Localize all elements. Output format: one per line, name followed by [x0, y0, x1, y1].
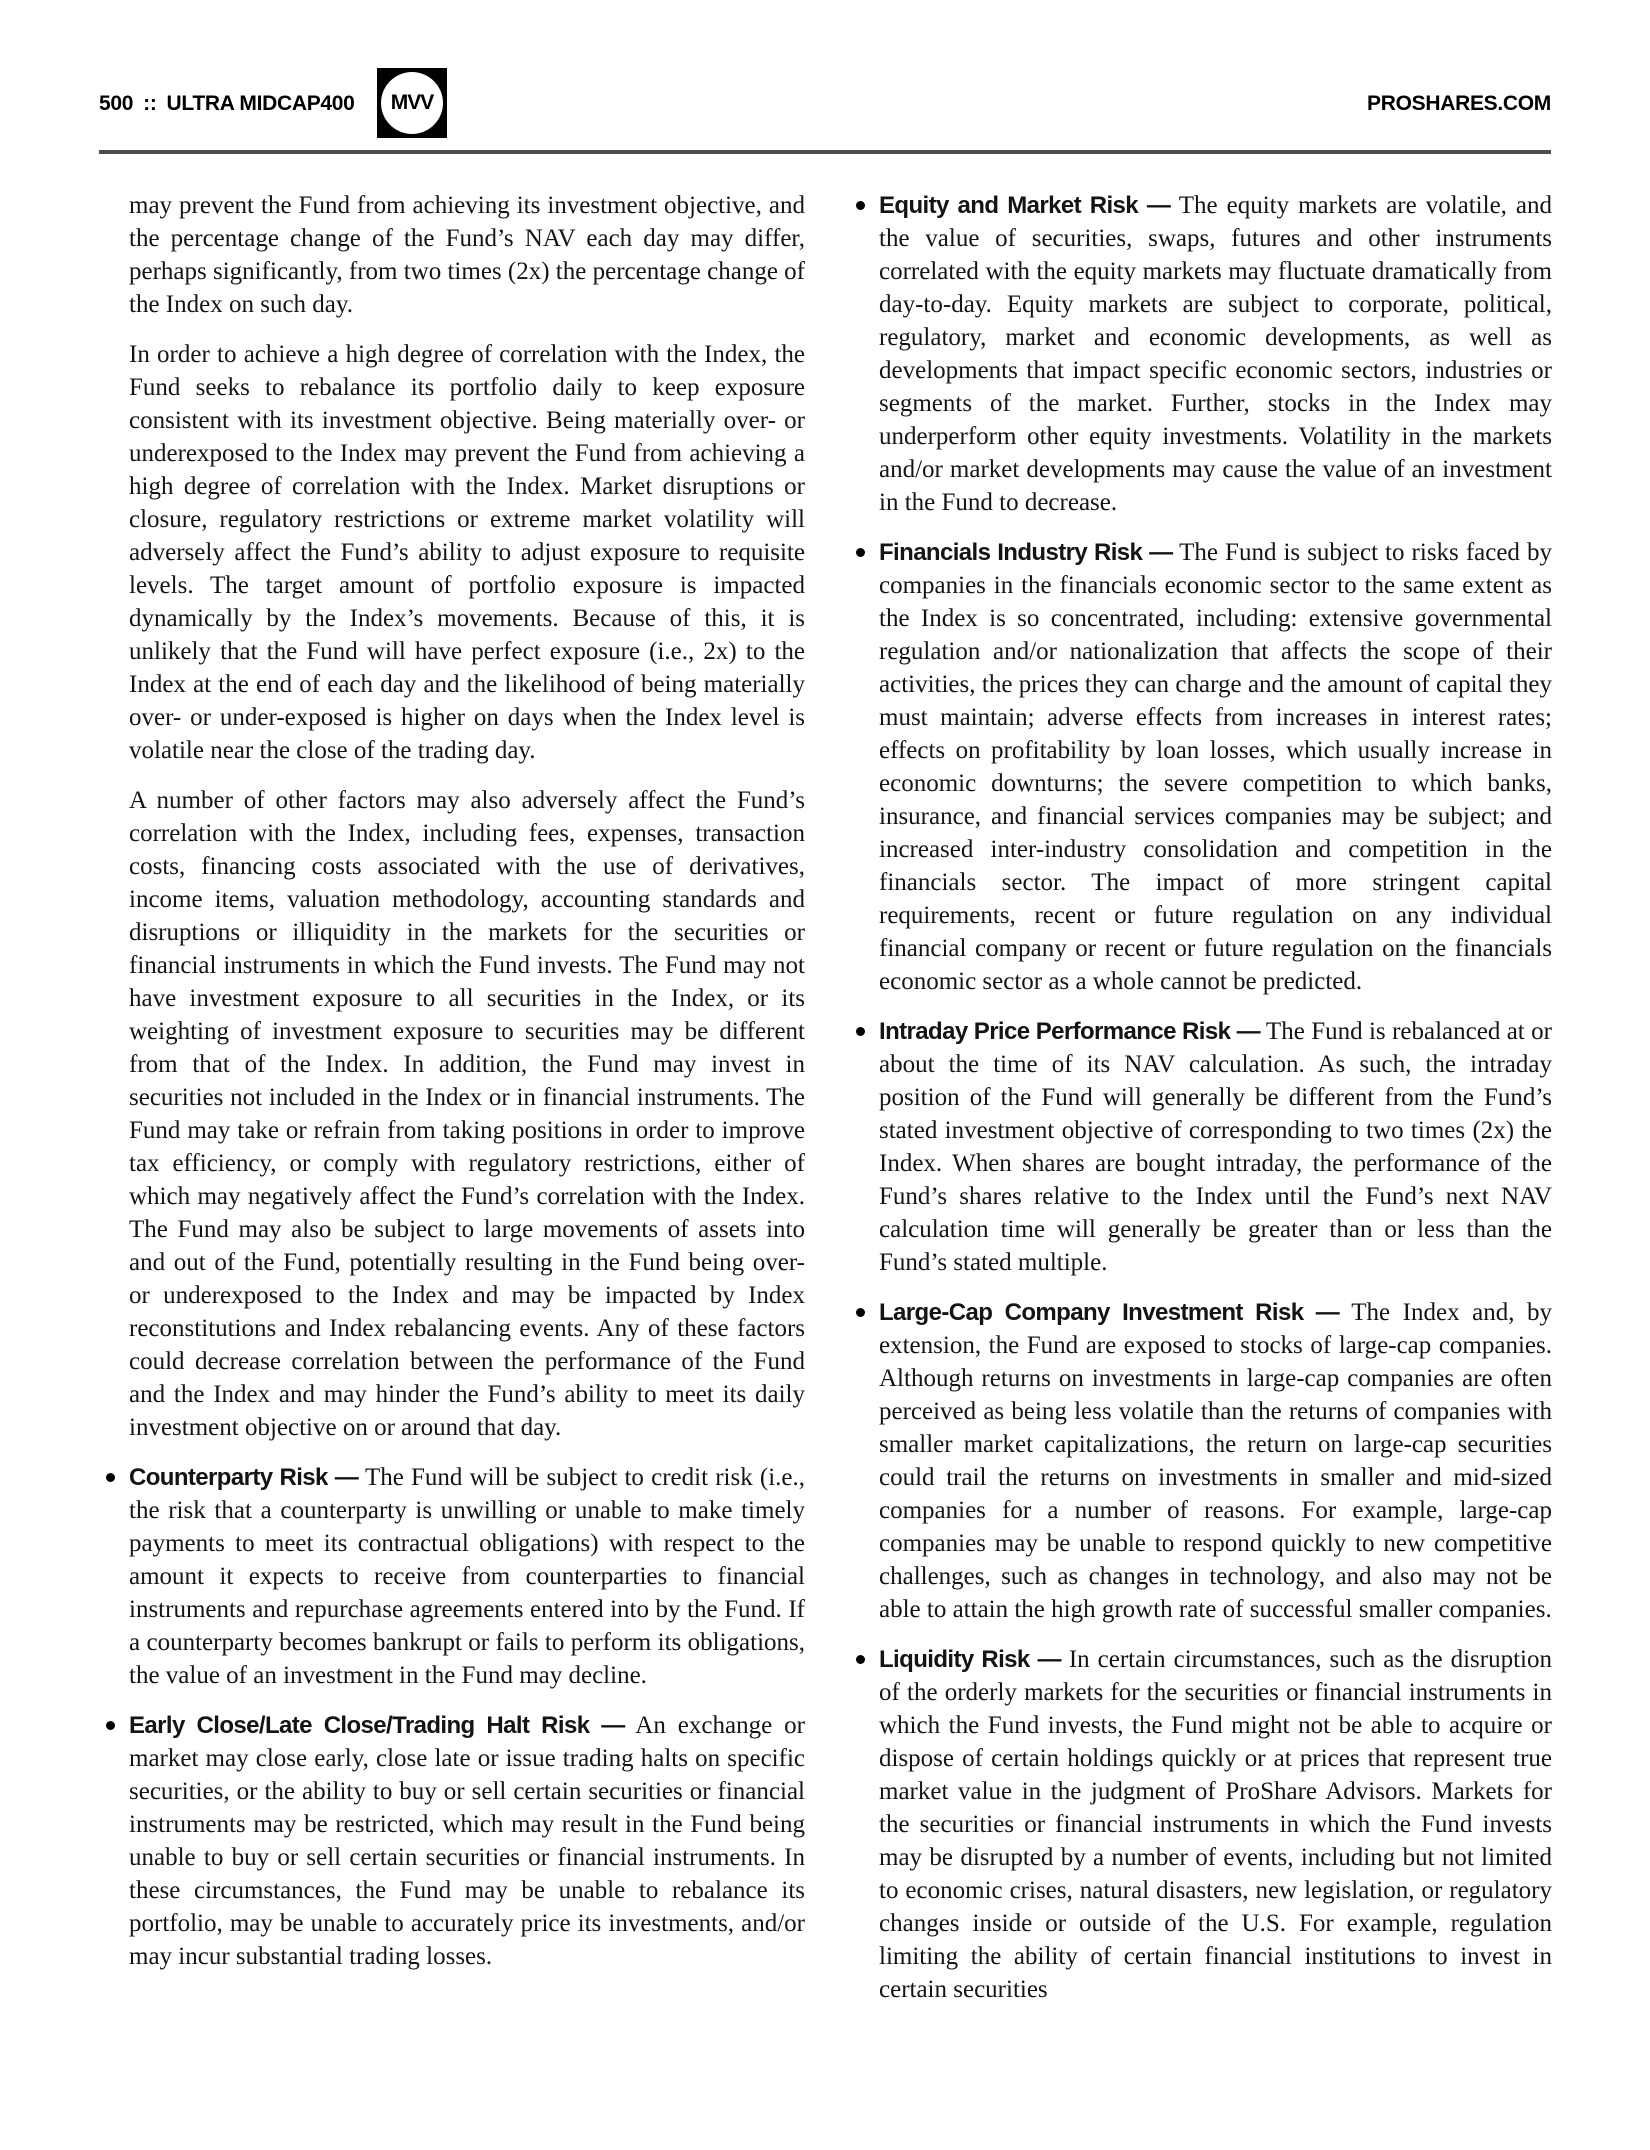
risk-body: An exchange or market may close early, close late or issue trading halts on specific securities, or the ability to buy or sell certain securities or financial instruments may be restricted, which may result in the Fund being unable to buy or sell certain securities or financial instruments. In these circumstances, the Fund may be unable to rebalance its portfolio, may be unable to accurately price its investments, and/or may incur substantial trading losses.	[129, 1712, 806, 1970]
risk-heading: Large-Cap Company Investment Risk —	[879, 1299, 1340, 1326]
fund-ticker-logo	[377, 68, 447, 138]
risk-bullet-counterparty	[129, 1461, 805, 1692]
risk-bullet-financials-industry	[879, 536, 1552, 998]
page-number: 500	[99, 92, 134, 115]
risk-body: The Fund will be subject to credit risk (i.e., the risk that a counterparty is unwilling or unable to make timely payments to meet its contractual obligations) with respect to the amount it expects to receive from counterparties to financial instruments and repurchase agreements entered into by the Fund. If a counterparty becomes bankrupt or fails to perform its obligations, the value of an investment in the Fund may decline.	[129, 1464, 806, 1689]
risk-bullet-liquidity	[879, 1643, 1552, 2006]
body-paragraph: A number of other factors may also adversely affect the Fund’s correlation with the Index, including fees, expenses, transaction costs, financing costs associated with the use of derivatives, income items, valuation methodology, accounting standards and disruptions or illiquidity in the markets for the securities or financial instruments in which the Fund invests. The Fund may not have investment exposure to all securities in the Index, or its weighting of investment exposure to securities may be different from that of the Index. In addition, the Fund may invest in securities not included in the Index or in financial instruments. The Fund may take or refrain from taking positions in order to improve tax efficiency, or comply with regulatory restrictions, either of which may negatively affect the Fund’s correlation with the Index. The Fund may also be subject to large movements of assets into and out of the Fund, potentially resulting in the Fund being over- or underexposed to the Index and may be impacted by Index reconstitutions and Index rebalancing events. Any of these factors could decrease correlation between the performance of the Fund and the Index and may hinder the Fund’s ability to meet its daily investment objective on or around that day.	[129, 787, 805, 1441]
logo-circle	[381, 72, 443, 134]
bullet-icon	[106, 1721, 115, 1730]
bullet-icon	[856, 1027, 865, 1036]
risk-heading: Counterparty Risk —	[129, 1464, 359, 1491]
fund-name: ULTRA MIDCAP400	[166, 92, 355, 115]
bullet-icon	[856, 1308, 865, 1317]
page-header-left	[99, 92, 355, 116]
body-columns	[129, 189, 1552, 2006]
risk-heading: Liquidity Risk —	[879, 1646, 1061, 1673]
ticker-label: MVV	[390, 91, 434, 114]
bullet-icon	[106, 1473, 115, 1482]
bullet-icon	[856, 548, 865, 557]
header-divider	[99, 150, 1551, 154]
risk-bullet-intraday-price	[879, 1015, 1552, 1279]
risk-body: The Index and, by extension, the Fund are exposed to stocks of large-cap companies. Although returns on investments in large-cap companies are often perceived as being less volatile than the returns of companies with smaller market capitalizations, the return on large-cap securities could trail the returns on investments in smaller and mid-sized companies for a number of reasons. For example, large-cap companies may be unable to respond quickly to new competitive challenges, such as changes in technology, and also may not be able to attain the high growth rate of successful smaller companies.	[879, 1299, 1552, 1623]
risk-body: The Fund is subject to risks faced by companies in the financials economic sector to the same extent as the Index is so concentrated, including: extensive governmental regulation and/or nationalization that affects the scope of their activities, the prices they can charge and the amount of capital they must maintain; adverse effects from increases in interest rates; effects on profitability by loan losses, which usually increase in economic downturns; the severe competition to which banks, insurance, and financial services companies may be subject; and increased inter-industry consolidation and competition in the financials sector. The impact of more stringent capital requirements, recent or future regulation on any individual financial company or recent or future regulation on the financials economic sector as a whole cannot be predicted.	[879, 539, 1552, 995]
risk-bullet-large-cap	[879, 1296, 1552, 1626]
risk-heading: Intraday Price Performance Risk —	[879, 1018, 1260, 1045]
risk-body: The equity markets are volatile, and the value of securities, swaps, futures and other instruments correlated with the equity markets may fluctuate dramatically from day-to-day. Equity markets are subject to corporate, political, regulatory, market and economic developments, as well as developments that impact specific economic sectors, industries or segments of the market. Further, stocks in the Index may underperform other equity investments. Volatility in the markets and/or market developments may cause the value of an investment in the Fund to decrease.	[879, 192, 1552, 516]
risk-body: The Fund is rebalanced at or about the time of its NAV calculation. As such, the intraday position of the Fund will generally be different from the Fund’s stated investment objective of corresponding to two times (2x) the Index. When shares are bought intraday, the performance of the Fund’s shares relative to the Index until the Fund’s next NAV calculation time will generally be greater than or less than the Fund’s stated multiple.	[879, 1018, 1552, 1276]
right-column	[879, 189, 1552, 2006]
header-separator: ::	[143, 92, 157, 115]
risk-heading: Financials Industry Risk —	[879, 539, 1173, 566]
left-column	[129, 189, 805, 2006]
bullet-icon	[856, 201, 865, 210]
body-paragraph: In order to achieve a high degree of correlation with the Index, the Fund seeks to rebalance its portfolio daily to keep exposure consistent with its investment objective. Being materially over- or underexposed to the Index may prevent the Fund from achieving a high degree of correlation with the Index. Market disruptions or closure, regulatory restrictions or extreme market volatility will adversely affect the Fund’s ability to adjust exposure to requisite levels. The target amount of portfolio exposure is impacted dynamically by the Index’s movements. Because of this, it is unlikely that the Fund will have perfect exposure (i.e., 2x) to the Index at the end of each day and the likelihood of being materially over- or under-exposed is higher on days when the Index level is volatile near the close of the trading day.	[129, 341, 805, 764]
body-paragraph: may prevent the Fund from achieving its investment objective, and the percentage change of the Fund’s NAV each day may differ, perhaps significantly, from two times (2x) the percentage change of the Index on such day.	[129, 192, 805, 318]
risk-bullet-equity-market	[879, 189, 1552, 519]
risk-heading: Early Close/Late Close/Trading Halt Risk —	[129, 1712, 625, 1739]
bullet-icon	[856, 1655, 865, 1664]
site-url: PROSHARES.COM	[1367, 92, 1551, 115]
risk-bullet-early-close	[129, 1709, 805, 1973]
risk-heading: Equity and Market Risk —	[879, 192, 1171, 219]
risk-body: In certain circumstances, such as the disruption of the orderly markets for the securities or financial instruments in which the Fund invests, the Fund might not be able to acquire or dispose of certain holdings quickly or at prices that represent true market value in the judgment of ProShare Advisors. Markets for the securities or financial instruments in which the Fund invests may be disrupted by a number of events, including but not limited to economic crises, natural disasters, new legislation, or regulatory changes inside or outside of the U.S. For example, regulation limiting the ability of certain financial institutions to invest in certain securities	[879, 1646, 1552, 2003]
